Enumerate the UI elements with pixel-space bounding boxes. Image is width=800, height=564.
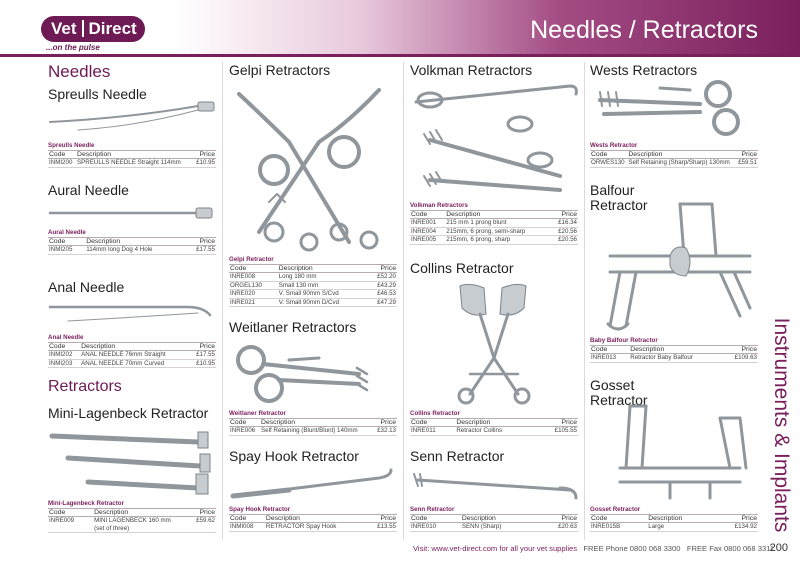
table-row xyxy=(229,298,397,307)
col-price: Price xyxy=(736,151,758,159)
spayhook-retractor-image xyxy=(229,466,399,506)
wests-product-table xyxy=(590,142,758,168)
row-code: INRE010 xyxy=(410,523,461,532)
gelpi-product-table xyxy=(229,256,397,307)
gosset-product-table xyxy=(590,506,758,532)
table-row xyxy=(229,290,397,299)
collins-product-title: Collins Retractor xyxy=(410,410,460,417)
row-code: INRE020 xyxy=(229,290,278,299)
minilag-heading: Mini-Lagenbeck Retractor xyxy=(48,405,209,421)
anal-heading: Anal Needle xyxy=(48,279,125,295)
wests-product-title: Wests Retractor xyxy=(590,142,638,149)
row-description: 215mm, 6 prong, semi-sharp xyxy=(445,227,551,236)
minilag-product-title: Mini-Lagenbeck Retractor xyxy=(48,500,124,507)
col-price: Price xyxy=(185,238,216,246)
spreulls-product-table xyxy=(48,142,216,168)
col-price: Price xyxy=(367,265,397,273)
row-price: £47.29 xyxy=(367,298,397,307)
weitlaner-product-table xyxy=(229,410,397,436)
balfour-retractor-image xyxy=(590,196,760,334)
table-row xyxy=(229,523,397,532)
table-row xyxy=(590,159,758,168)
row-description: Retractor Collins xyxy=(455,427,536,436)
anal-needle-image xyxy=(48,297,218,331)
row-price: £52.20 xyxy=(367,273,397,282)
table-row xyxy=(229,273,397,282)
tagline: ...on the pulse xyxy=(46,43,100,52)
aural-heading: Aural Needle xyxy=(48,182,129,198)
row-price: £59.62 xyxy=(181,517,216,533)
col-description: Description xyxy=(265,515,367,523)
row-description: 114mm long Dog 4 Hole xyxy=(85,246,185,255)
row-code: INRE013 xyxy=(590,354,629,363)
col-price: Price xyxy=(551,211,578,219)
aural-product-table xyxy=(48,229,216,255)
table-row xyxy=(590,523,758,532)
weitlaner-product-title: Weitlaner Retractor xyxy=(229,410,286,417)
row-description: 215mm, 6 prong, sharp xyxy=(445,236,551,245)
row-code: INRE004 xyxy=(410,227,445,236)
weitlaner-heading: Weitlaner Retractors xyxy=(229,319,357,335)
logo-right-text: Direct xyxy=(88,19,137,38)
aural-needle-image xyxy=(48,203,218,223)
row-price: £10.95 xyxy=(189,359,216,368)
column-separator xyxy=(584,62,585,540)
anal-product-title: Anal Needle xyxy=(48,334,84,341)
col-price: Price xyxy=(367,515,397,523)
col-description: Description xyxy=(80,343,189,351)
gelpi-product-title: Gelpi Retractor xyxy=(229,256,274,263)
col-description: Description xyxy=(278,265,367,273)
row-description: Retractor Baby Balfour xyxy=(629,354,722,363)
table-row xyxy=(590,354,758,363)
col-description: Description xyxy=(93,509,181,517)
spreulls-needle-image xyxy=(48,100,218,140)
row-description: V. Small 90mm S/Cvd xyxy=(278,290,367,299)
col-price: Price xyxy=(189,343,216,351)
row-code: INMI008 xyxy=(229,523,265,532)
col-price: Price xyxy=(181,509,216,517)
row-description: ANAL NEEDLE 70mm Curved xyxy=(80,359,189,368)
row-description: 215 mm 1 prong blunt xyxy=(445,219,551,228)
row-price: £10.95 xyxy=(193,159,216,168)
senn-heading: Senn Retractor xyxy=(410,448,505,464)
logo xyxy=(41,16,145,42)
column-separator xyxy=(222,62,223,540)
col-code: Code xyxy=(229,515,265,523)
balfour-heading: Balfour Retractor xyxy=(590,182,648,213)
senn-product-title: Senn Retractor xyxy=(410,506,455,513)
table-row xyxy=(48,159,216,168)
col-code: Code xyxy=(410,419,455,427)
aural-product-title: Aural Needle xyxy=(48,229,86,236)
row-code: INRE001 xyxy=(410,219,445,228)
gelpi-heading: Gelpi Retractors xyxy=(229,62,331,78)
footer-fax: FREE Fax 0800 068 3311 xyxy=(686,544,775,553)
col-description: Description xyxy=(445,211,551,219)
row-code: ORWES130 xyxy=(590,159,627,168)
row-price: £17.55 xyxy=(189,351,216,360)
table-row xyxy=(410,236,578,245)
row-description: MINI LAGENBECK 160 mm (set of three) xyxy=(93,517,181,533)
row-description: ANAL NEEDLE 76mm Straight xyxy=(80,351,189,360)
row-price: £20.56 xyxy=(551,236,578,245)
col-description: Description xyxy=(629,346,722,354)
row-price: £46.53 xyxy=(367,290,397,299)
row-price: £59.51 xyxy=(736,159,758,168)
col-price: Price xyxy=(539,515,578,523)
col-code: Code xyxy=(590,346,629,354)
spreulls-heading: Spreulls Needle xyxy=(48,86,147,102)
gosset-heading: Gosset Retractor xyxy=(590,377,648,408)
table-row xyxy=(48,517,216,533)
row-description: SENN (Sharp) xyxy=(461,523,539,532)
volkman-product-table xyxy=(410,202,578,245)
balfour-product-table xyxy=(590,337,758,363)
weitlaner-retractor-image xyxy=(229,340,399,406)
col-price: Price xyxy=(373,419,397,427)
col-price: Price xyxy=(193,151,216,159)
row-description: Self Retaining (Sharp/Sharp) 130mm xyxy=(627,159,736,168)
footer-phone: FREE Phone 0800 068 3300 xyxy=(583,544,681,553)
row-price: £43.29 xyxy=(367,281,397,290)
col-code: Code xyxy=(229,265,278,273)
col-description: Description xyxy=(76,151,193,159)
col-description: Description xyxy=(461,515,539,523)
needles-heading: Needles xyxy=(48,62,111,81)
col-description: Description xyxy=(455,419,536,427)
col-description: Description xyxy=(260,419,373,427)
row-code: INRE015B xyxy=(590,523,647,532)
row-code: INMI203 xyxy=(48,359,80,368)
logo-divider xyxy=(82,20,84,37)
table-row xyxy=(410,523,578,532)
volkman-retractor-image xyxy=(410,80,578,200)
table-row xyxy=(48,359,216,368)
row-description: Long 180 mm xyxy=(278,273,367,282)
row-description: Large xyxy=(647,523,713,532)
balfour-product-title: Baby Balfour Retractor xyxy=(590,337,658,344)
row-code: INRE021 xyxy=(229,298,278,307)
page-title: Needles / Retractors xyxy=(530,16,758,44)
row-price: £109.63 xyxy=(723,354,758,363)
wests-retractor-image xyxy=(590,78,760,140)
anal-product-table xyxy=(48,334,216,368)
row-price: £20.56 xyxy=(551,227,578,236)
col-price: Price xyxy=(537,419,578,427)
spayhook-heading: Spay Hook Retractor xyxy=(229,448,359,464)
row-code: INRE008 xyxy=(229,273,278,282)
table-row xyxy=(229,281,397,290)
col-code: Code xyxy=(410,211,445,219)
col-price: Price xyxy=(723,346,758,354)
row-description: Small 130 mm xyxy=(278,281,367,290)
gelpi-retractor-image xyxy=(229,82,399,252)
row-code: INRE006 xyxy=(229,427,260,436)
minilag-retractor-image xyxy=(48,428,218,498)
row-price: £134.92 xyxy=(713,523,758,532)
col-price: Price xyxy=(713,515,758,523)
row-price: £17.55 xyxy=(185,246,216,255)
row-code: INMI205 xyxy=(48,246,85,255)
senn-product-table xyxy=(410,506,578,532)
collins-heading: Collins Retractor xyxy=(410,260,514,276)
col-code: Code xyxy=(48,151,76,159)
gosset-retractor-image xyxy=(590,398,760,502)
spayhook-product-title: Spay Hook Retractor xyxy=(229,506,291,513)
logo-left-text: Vet xyxy=(51,19,77,38)
side-tab-label: Instruments & Implants xyxy=(770,317,793,533)
row-code: INRE011 xyxy=(410,427,455,436)
gosset-product-title: Gosset Retractor xyxy=(590,506,641,513)
col-description: Description xyxy=(85,238,185,246)
col-code: Code xyxy=(229,419,260,427)
table-row xyxy=(48,351,216,360)
senn-retractor-image xyxy=(410,466,578,506)
wests-heading: Wests Retractors xyxy=(590,62,698,78)
minilag-product-table xyxy=(48,500,216,533)
col-code: Code xyxy=(48,238,85,246)
collins-product-table xyxy=(410,410,578,436)
col-code: Code xyxy=(48,509,93,517)
row-price: £13.55 xyxy=(367,523,397,532)
col-code: Code xyxy=(410,515,461,523)
row-price: £16.34 xyxy=(551,219,578,228)
col-code: Code xyxy=(48,343,80,351)
row-description: RETRACTOR Spay Hook xyxy=(265,523,367,532)
col-code: Code xyxy=(590,151,627,159)
row-description: SPREULLS NEEDLE Straight 114mm xyxy=(76,159,193,168)
row-code: INRE005 xyxy=(410,236,445,245)
retractors-heading: Retractors xyxy=(48,378,122,395)
page-number: 200 xyxy=(769,542,788,554)
col-code: Code xyxy=(590,515,647,523)
row-code: INMI200 xyxy=(48,159,76,168)
footer-visit: Visit: www.vet-direct.com for all your vet supplies xyxy=(413,544,578,553)
spreulls-product-title: Spreulls Needle xyxy=(48,142,95,149)
spayhook-product-table xyxy=(229,506,397,532)
col-description: Description xyxy=(627,151,736,159)
footer xyxy=(413,544,774,553)
table-row xyxy=(410,227,578,236)
row-code: INMI202 xyxy=(48,351,80,360)
row-price: £105.55 xyxy=(537,427,578,436)
table-row xyxy=(229,427,397,436)
volkman-product-title: Volkman Retractors xyxy=(410,202,468,209)
row-description: V. Small 90mm D/Cvd xyxy=(278,298,367,307)
table-row xyxy=(410,427,578,436)
table-row xyxy=(410,219,578,228)
column-separator xyxy=(403,62,404,540)
volkman-heading: Volkman Retractors xyxy=(410,62,533,78)
row-code: INRE009 xyxy=(48,517,93,533)
row-code: ORGEL130 xyxy=(229,281,278,290)
collins-retractor-image xyxy=(410,278,578,406)
col-description: Description xyxy=(647,515,713,523)
row-price: £32.13 xyxy=(373,427,397,436)
row-description: Self Retaining (Blunt/Blunt) 140mm xyxy=(260,427,373,436)
table-row xyxy=(48,246,216,255)
header-divider xyxy=(0,54,800,57)
row-price: £20.63 xyxy=(539,523,578,532)
